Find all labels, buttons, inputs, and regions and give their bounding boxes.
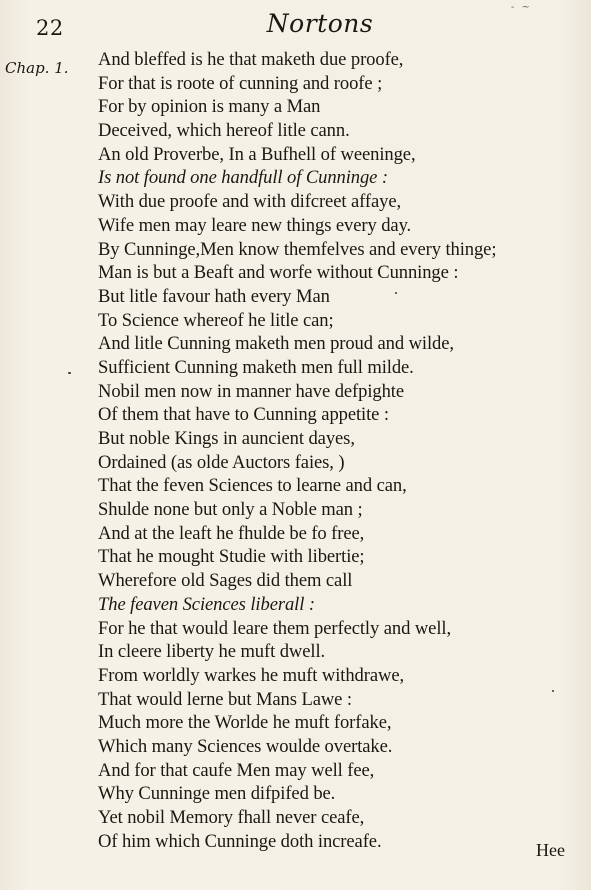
- poem-line: But noble Kings in auncient dayes,: [98, 428, 355, 449]
- poem-line: Of him which Cunninge doth increafe.: [98, 830, 382, 852]
- poem-line: The feaven Sciences liberall :: [98, 593, 315, 615]
- poem-line: With due proofe and with difcreet affaye,: [98, 191, 402, 213]
- catchword: Hee: [536, 840, 565, 860]
- poem-line: Sufficient Cunning maketh men full milde.: [98, 356, 414, 378]
- poem-line: By Cunninge,Men know themfelves and every thinge;: [98, 238, 497, 260]
- poem-line: Wife men may leare new things every day.: [98, 214, 412, 236]
- corner-mark: - ~: [511, 2, 532, 13]
- poem-text: [98, 48, 578, 853]
- poem-line: Man is but a Beaft and worfe without Cunninge :: [98, 262, 459, 284]
- poem-line: For by opinion is many a Man: [98, 96, 321, 118]
- poem-line: That he mought Studie with libertie;: [98, 546, 365, 568]
- poem-line: And litle Cunning maketh men proud and wilde,: [98, 333, 454, 355]
- poem-line: That would lerne but Mans Lawe :: [98, 688, 352, 710]
- poem-line: Deceived, which hereof litle cann.: [98, 120, 350, 142]
- ink-speck: [552, 690, 554, 692]
- ink-speck: [68, 372, 71, 374]
- chapter-marginal-note: Chap. 1.: [5, 59, 69, 77]
- poem-line: Ordained (as olde Auctors faies, ): [98, 451, 345, 473]
- poem-line: And bleffed is he that maketh due proofe,: [98, 49, 404, 70]
- ink-speck: [395, 292, 397, 294]
- poem-line: To Science whereof he litle can;: [98, 309, 334, 331]
- poem-line: In cleere liberty he muft dwell.: [98, 641, 326, 663]
- poem-line: Why Cunninge men difpifed be.: [98, 783, 336, 805]
- poem-line: Shulde none but only a Noble man ;: [98, 499, 363, 521]
- poem-line: Wherefore old Sages did them call: [98, 570, 353, 592]
- running-head: Nortons: [266, 9, 374, 38]
- poem-line: Of them that have to Cunning appetite :: [98, 404, 389, 426]
- poem-line: Is not found one handfull of Cunninge :: [98, 167, 388, 189]
- poem-line: That the feven Sciences to learne and can,: [98, 475, 407, 497]
- poem-line: From worldly warkes he muft withdrawe,: [98, 664, 405, 686]
- poem-line: Much more the Worlde he muft forfake,: [98, 712, 392, 734]
- poem-line: Which many Sciences woulde overtake.: [98, 735, 393, 757]
- poem-line: And for that caufe Men may well fee,: [98, 759, 375, 781]
- poem-line: But litle favour hath every Man: [98, 285, 330, 307]
- poem-line: Nobil men now in manner have defpighte: [98, 380, 405, 402]
- poem-line: An old Proverbe, In a Bufhell of weeninge,: [98, 143, 416, 165]
- poem-line: For that is roote of cunning and roofe ;: [98, 72, 383, 94]
- page-number: 22: [36, 16, 64, 40]
- poem-line: Yet nobil Memory fhall never ceafe,: [98, 807, 365, 828]
- poem-line: For he that would leare them perfectly and well,: [98, 617, 452, 639]
- poem-line: And at the leaft he fhulde be fo free,: [98, 522, 365, 544]
